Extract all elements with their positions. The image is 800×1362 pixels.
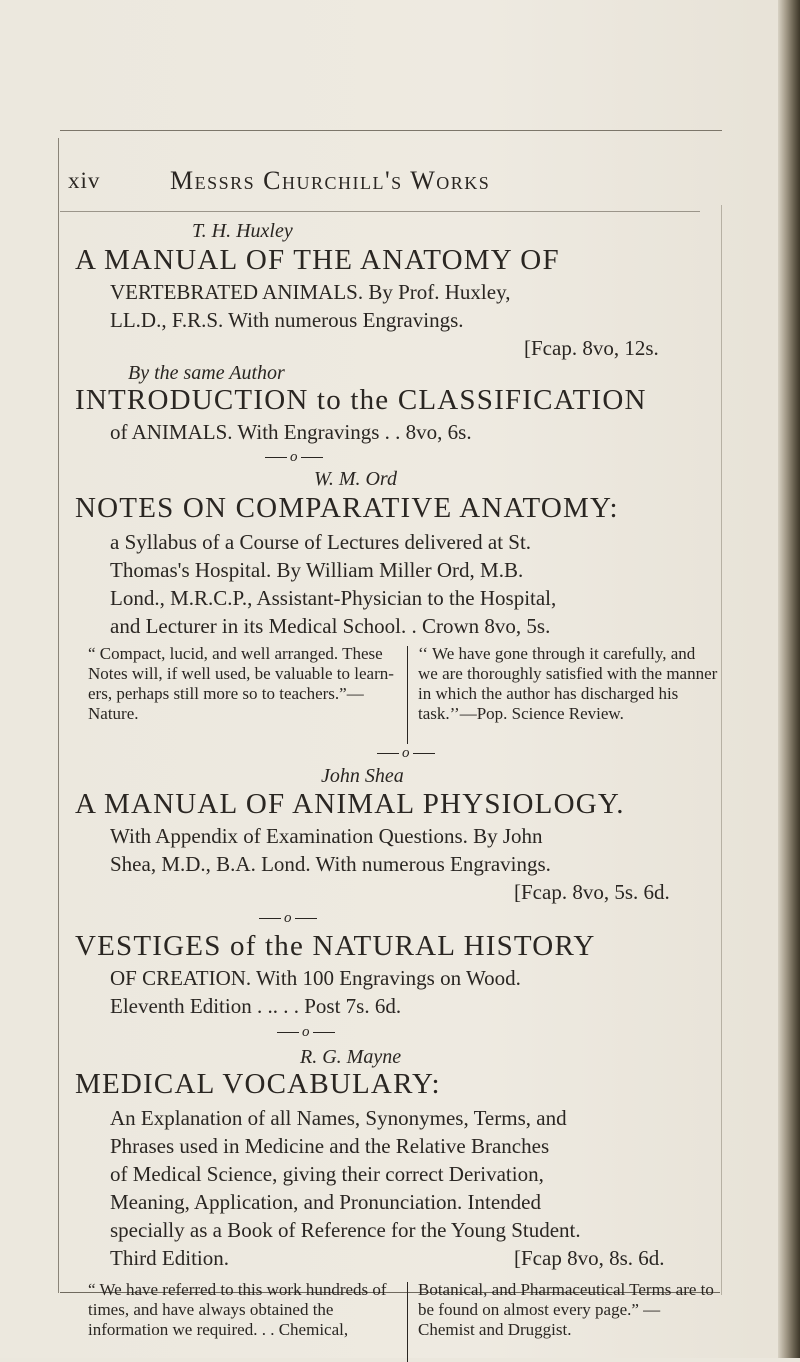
entry-author: R. G. Mayne	[300, 1046, 402, 1068]
entry-line: of ANIMALS. With Engravings . . 8vo, 6s.	[110, 420, 472, 444]
book-spine-shadow	[778, 0, 800, 1358]
ornamental-separator: o	[256, 910, 320, 927]
entry-line: OF CREATION. With 100 Engravings on Wood.	[110, 966, 521, 990]
entry-line: VERTEBRATED ANIMALS. By Prof. Huxley,	[110, 280, 511, 304]
ornamental-separator: o	[274, 1024, 338, 1041]
entry-line: Meaning, Application, and Pronunciation. Intended	[110, 1190, 541, 1214]
review-quote: ‘‘ We have gone through it carefully, and we are thoroughly satisfied with the manner in which the author has discharged his task.’’—Pop. Science Review.	[418, 644, 718, 723]
review-divider	[407, 646, 408, 744]
header-rule	[60, 211, 700, 212]
entry-line: of Medical Science, giving their correct Derivation,	[110, 1162, 544, 1186]
entry-author: W. M. Ord	[314, 468, 397, 490]
running-title: Messrs Churchill's Works	[170, 166, 491, 195]
entry-line: Phrases used in Medicine and the Relative Branches	[110, 1134, 550, 1158]
entry-title: VESTIGES of the NATURAL HISTORY	[75, 930, 596, 962]
ornamental-separator: o	[262, 449, 326, 466]
review-divider	[407, 1282, 408, 1362]
entry-line: Eleventh Edition . .. . . Post 7s. 6d.	[110, 994, 402, 1018]
entry-line: Third Edition.	[110, 1246, 229, 1270]
entry-line: Lond., M.R.C.P., Assistant-Physician to the Hospital,	[110, 586, 557, 610]
review-quote: “ Compact, lucid, and well arranged. These Notes will, if well used, be valuable to learn-ers, perhaps still more so to teachers.”—Nature.	[88, 644, 394, 723]
entry-author: By the same Author	[128, 362, 285, 384]
entry-title: MEDICAL VOCABULARY:	[75, 1068, 441, 1100]
page-number: xiv	[68, 168, 101, 193]
page-header	[68, 168, 718, 198]
entry-title: A MANUAL OF ANIMAL PHYSIOLOGY.	[75, 788, 625, 820]
top-rule	[60, 130, 722, 131]
ornamental-separator: o	[374, 745, 438, 762]
entry-line: With Appendix of Examination Questions. By John	[110, 824, 543, 848]
entry-price: [Fcap 8vo, 8s. 6d.	[514, 1246, 665, 1270]
entry-title: A MANUAL OF THE ANATOMY OF	[75, 244, 560, 276]
entry-line: specially as a Book of Reference for the Young Student.	[110, 1218, 581, 1242]
entry-line: and Lecturer in its Medical School. . Crown 8vo, 5s.	[110, 614, 551, 638]
review-quote: Botanical, and Pharmaceutical Terms are to be found on almost every page.” — Chemist and Druggist.	[418, 1280, 714, 1339]
entry-price: [Fcap. 8vo, 12s.	[524, 336, 659, 360]
entry-line: LL.D., F.R.S. With numerous Engravings.	[110, 308, 464, 332]
entry-line: Thomas's Hospital. By William Miller Ord, M.B.	[110, 558, 524, 582]
entry-author: John Shea	[321, 765, 404, 787]
left-margin-rule	[58, 138, 59, 1293]
entry-line: Shea, M.D., B.A. Lond. With numerous Engravings.	[110, 852, 551, 876]
entry-line: An Explanation of all Names, Synonymes, Terms, and	[110, 1106, 567, 1130]
right-margin-rule	[721, 205, 722, 1295]
entry-title: INTRODUCTION to the CLASSIFICATION	[75, 384, 647, 416]
review-quote: “ We have referred to this work hundreds of times, and have always obtained the information we required. . . Chemical,	[88, 1280, 387, 1339]
entry-line: a Syllabus of a Course of Lectures delivered at St.	[110, 530, 532, 554]
entry-author: T. H. Huxley	[192, 220, 293, 242]
entry-price: [Fcap. 8vo, 5s. 6d.	[514, 880, 670, 904]
entry-title: NOTES ON COMPARATIVE ANATOMY:	[75, 492, 619, 524]
